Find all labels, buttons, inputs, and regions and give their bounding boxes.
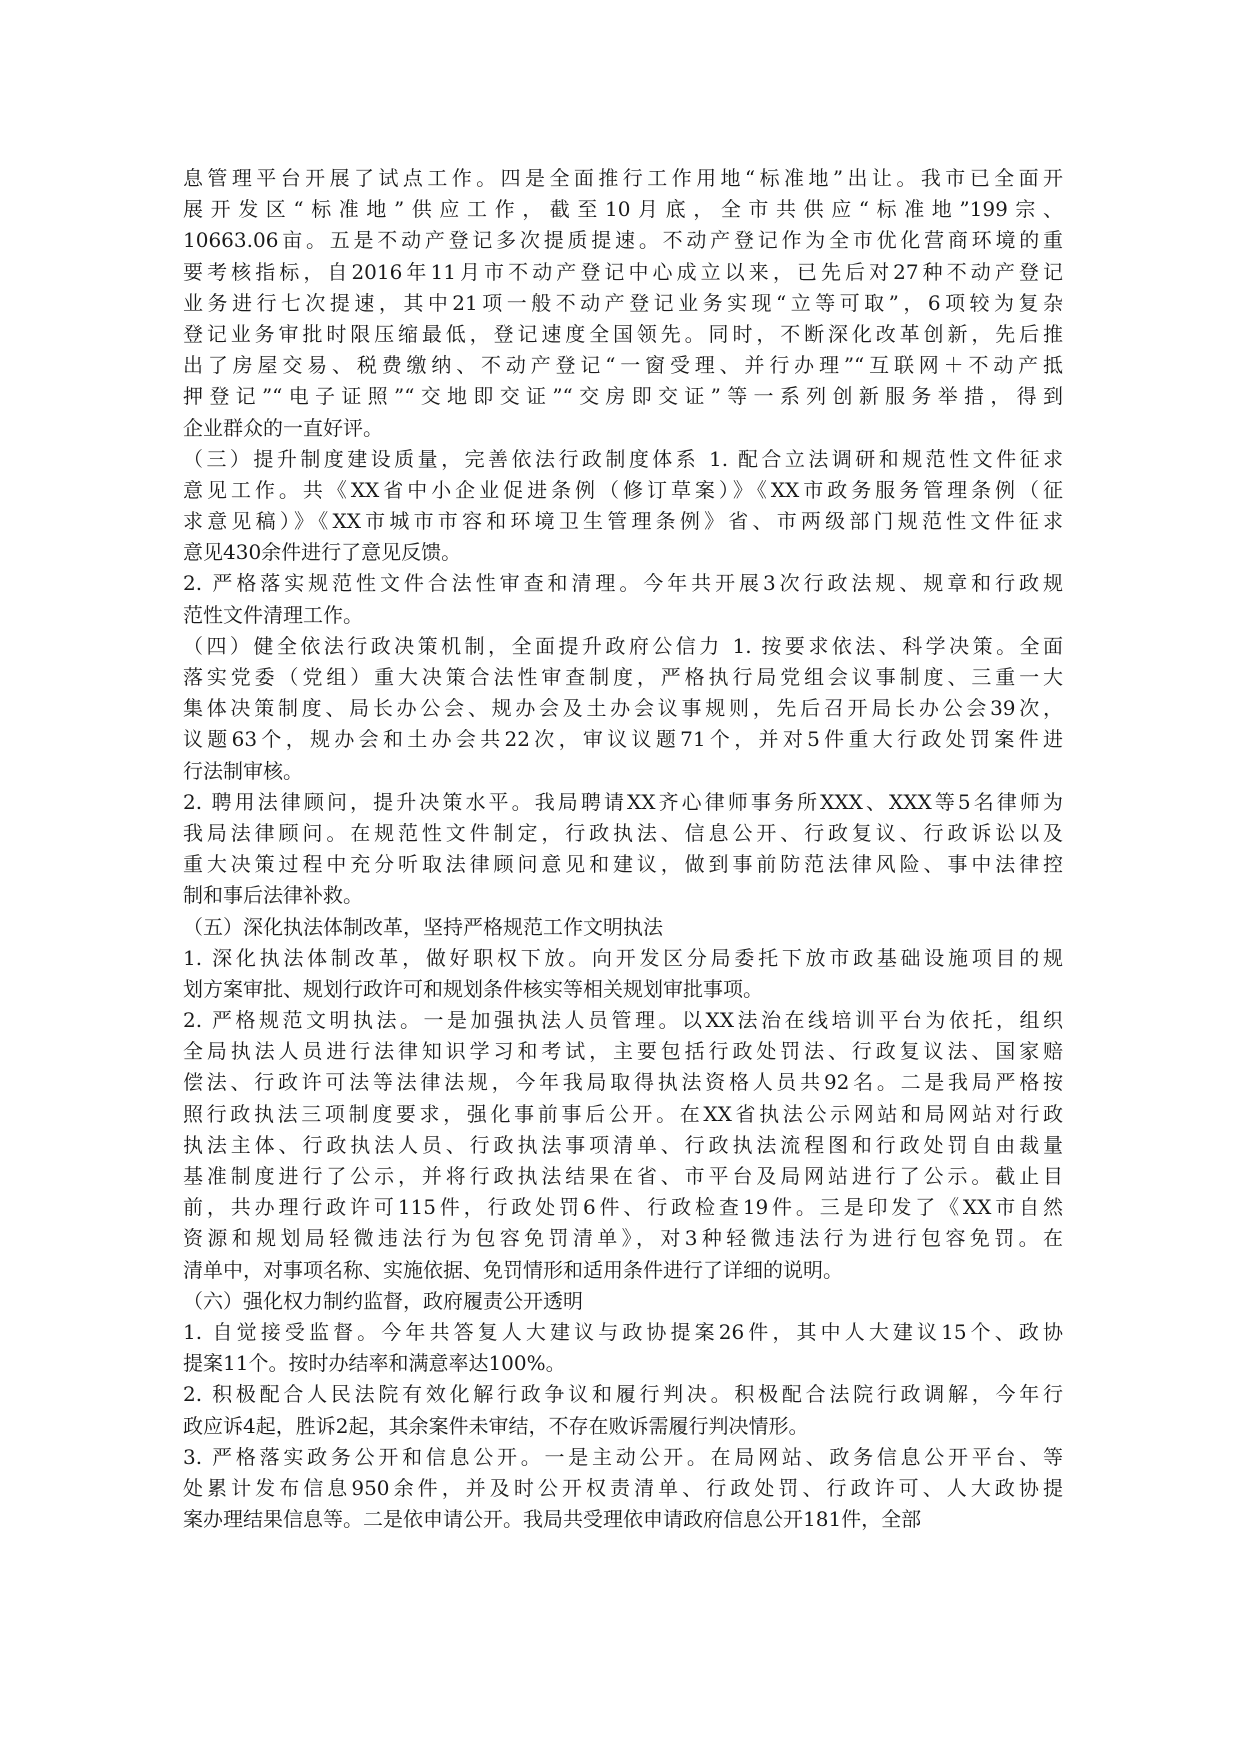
text-line: 全局执法人员进行法律知识学习和考试，主要包括行政处罚法、行政复议法、国家赔 xyxy=(183,1039,1063,1064)
text-line: 照行政执法三项制度要求，强化事前事后公开。在XX省执法公示网站和局网站对行政 xyxy=(183,1101,1063,1126)
text-line: 基准制度进行了公示，并将行政执法结果在省、市平台及局网站进行了公示。截止目 xyxy=(183,1164,1063,1188)
text-line: 重大决策过程中充分听取法律顾问意见和建议，做到事前防范法律风险、事中法律控 xyxy=(183,852,1063,877)
paragraph xyxy=(183,1379,1063,1441)
text-line: 企业群众的一直好评。 xyxy=(183,415,383,440)
text-line: 范性文件清理工作。 xyxy=(183,602,363,627)
paragraph xyxy=(183,1286,1063,1317)
text-line: 制和事后法律补救。 xyxy=(183,883,363,908)
text-line: 落实党委（党组）重大决策合法性审查制度，严格执行局党组会议事制度、三重一大 xyxy=(183,665,1063,689)
document-page xyxy=(183,163,1063,1535)
text-line: 1. 深化执法体制改革，做好职权下放。向开发区分局委托下放市政基础设施项目的规 xyxy=(183,945,1063,970)
text-line: 前，共办理行政许可115件，行政处罚6件、行政检查19件。三是印发了《XX市自然 xyxy=(183,1195,1063,1220)
text-line: （三）提升制度建设质量，完善依法行政制度体系 1. 配合立法调研和规范性文件征求 xyxy=(183,446,1063,471)
text-line: 案办理结果信息等。二是依申请公开。我局共受理依申请政府信息公开181件，全部 xyxy=(183,1507,922,1532)
text-line: 2. 聘用法律顾问，提升决策水平。我局聘请XX齐心律师事务所XXX、XXX等5名律师为 xyxy=(183,789,1063,814)
text-line: 10663.06亩。五是不动产登记多次提质提速。不动产登记作为全市优化营商环境的重 xyxy=(183,228,1063,253)
paragraph xyxy=(183,631,1063,787)
paragraph xyxy=(183,943,1063,1005)
text-line: 求意见稿）》《XX市城市市容和环境卫生管理条例》省、市两级部门规范性文件征求 xyxy=(183,509,1063,534)
text-line: 1. 自觉接受监督。今年共答复人大建议与政协提案26件，其中人大建议15个、政协 xyxy=(183,1319,1063,1344)
text-line: 资源和规划局轻微违法行为包容免罚清单》，对3种轻微违法行为进行包容免罚。在 xyxy=(183,1226,1063,1251)
text-line: 提案11个。按时办结率和满意率达100%。 xyxy=(183,1351,566,1376)
paragraph xyxy=(183,444,1063,569)
text-line: 展开发区“标准地”供应工作，截至10月底，全市共供应“标准地”199宗、 xyxy=(183,197,1063,222)
text-line: 政应诉4起，胜诉2起，其余案件未审结，不存在败诉需履行判决情形。 xyxy=(183,1413,809,1438)
text-line: （六）强化权力制约监督，政府履责公开透明 xyxy=(183,1288,583,1313)
text-line: 意见工作。共《XX省中小企业促进条例（修订草案）》《XX市政务服务管理条例（征 xyxy=(183,477,1063,502)
text-line: 出了房屋交易、税费缴纳、不动产登记“一窗受理、并行办理”“互联网＋不动产抵 xyxy=(183,353,1063,378)
text-line: 划方案审批、规划行政许可和规划条件核实等相关规划审批事项。 xyxy=(183,976,763,1001)
paragraph xyxy=(183,1442,1063,1536)
paragraph xyxy=(183,787,1063,912)
text-line: （五）深化执法体制改革，坚持严格规范工作文明执法 xyxy=(183,914,663,939)
text-line: 清单中，对事项名称、实施依据、免罚情形和适用条件进行了详细的说明。 xyxy=(183,1257,843,1282)
paragraph xyxy=(183,912,1063,943)
text-line: 2. 严格落实规范性文件合法性审查和清理。今年共开展3次行政法规、规章和行政规 xyxy=(183,571,1063,596)
text-line: 2. 严格规范文明执法。一是加强执法人员管理。以XX法治在线培训平台为依托，组织 xyxy=(183,1008,1063,1033)
text-line: 业务进行七次提速，其中21项一般不动产登记业务实现“立等可取”，6项较为复杂 xyxy=(183,290,1063,315)
paragraph xyxy=(183,163,1063,444)
text-line: 偿法、行政许可法等法律法规，今年我局取得执法资格人员共92名。二是我局严格按 xyxy=(183,1070,1063,1095)
text-line: 处累计发布信息950余件，并及时公开权责清单、行政处罚、行政许可、人大政协提 xyxy=(183,1475,1063,1500)
text-line: 息管理平台开展了试点工作。四是全面推行工作用地“标准地”出让。我市已全面开 xyxy=(183,166,1063,190)
paragraph xyxy=(183,1317,1063,1379)
text-line: 集体决策制度、局长办公会、规办会及土办会议事规则，先后召开局长办公会39次， xyxy=(183,696,1063,721)
text-line: 意见430余件进行了意见反馈。 xyxy=(183,540,462,565)
paragraph xyxy=(183,568,1063,630)
text-line: 押登记”“电子证照”“交地即交证”“交房即交证”等一系列创新服务举措，得到 xyxy=(183,384,1063,409)
text-line: 行法制审核。 xyxy=(183,758,303,783)
text-line: 登记业务审批时限压缩最低，登记速度全国领先。同时，不断深化改革创新，先后推 xyxy=(183,321,1063,346)
text-line: 2. 积极配合人民法院有效化解行政争议和履行判决。积极配合法院行政调解，今年行 xyxy=(183,1382,1063,1407)
text-line: 要考核指标，自2016年11月市不动产登记中心成立以来，已先后对27种不动产登记 xyxy=(183,259,1063,284)
text-line: 议题63个，规办会和土办会共22次，审议议题71个，并对5件重大行政处罚案件进 xyxy=(183,727,1063,752)
text-line: 3. 严格落实政务公开和信息公开。一是主动公开。在局网站、政务信息公开平台、等 xyxy=(183,1444,1063,1469)
paragraph xyxy=(183,1005,1063,1286)
text-line: 我局法律顾问。在规范性文件制定，行政执法、信息公开、行政复议、行政诉讼以及 xyxy=(183,820,1063,845)
text-line: 执法主体、行政执法人员、行政执法事项清单、行政执法流程图和行政处罚自由裁量 xyxy=(183,1132,1063,1157)
text-line: （四）健全依法行政决策机制，全面提升政府公信力 1. 按要求依法、科学决策。全面 xyxy=(183,633,1063,658)
